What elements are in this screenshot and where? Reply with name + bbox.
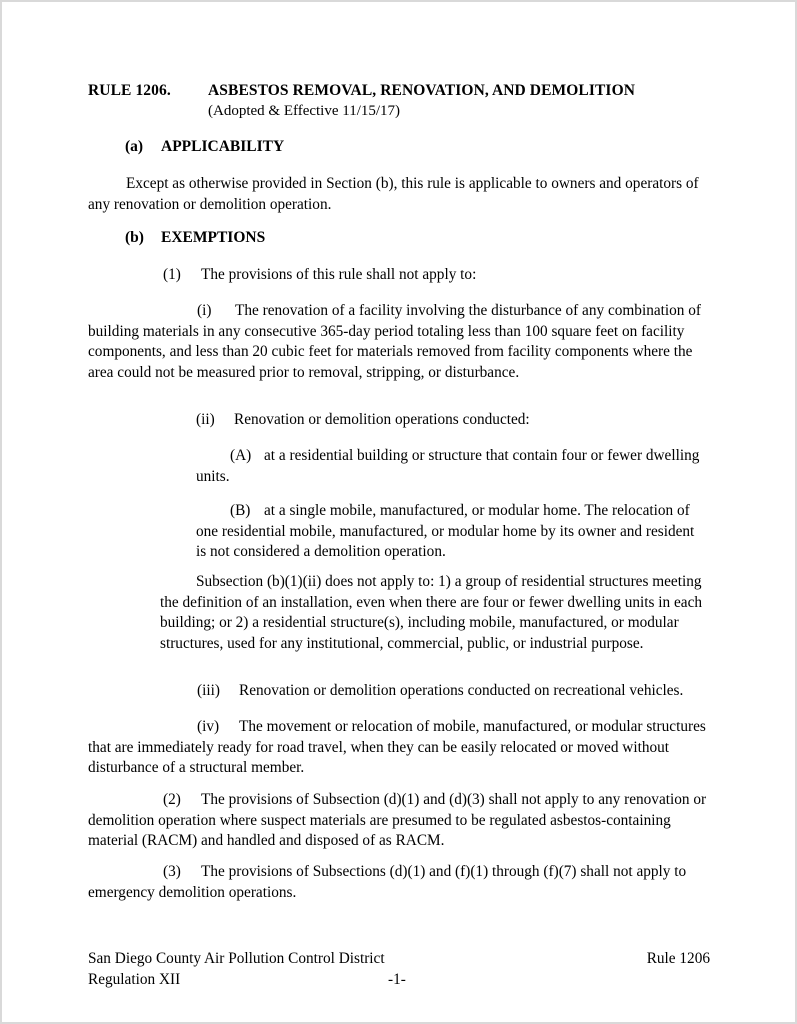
text-b2: The provisions of Subsection (d)(1) and (d)(3) shall not apply to any renovation or demolition operation where suspect materials are presumed to be regulated asbestos-containing material (RACM) and handled and disposed of as RACM. — [88, 791, 707, 850]
paragraph-b1iiA — [196, 446, 708, 487]
paragraph-b1i — [88, 301, 708, 383]
paragraph-b2 — [88, 790, 708, 852]
paragraph-b1 — [163, 265, 708, 286]
marker-b1: (1) — [163, 266, 181, 283]
footer-page-number: -1- — [388, 971, 406, 988]
text-b1iii: Renovation or demolition operations conducted on recreational vehicles. — [239, 682, 684, 699]
text-b1i: The renovation of a facility involving the disturbance of any combination of building materials in any consecutive 365-day period totaling less than 100 square feet on facility components, and less than 20 cubic feet for materials removed from facility components where the area could not be measured prior to removal, stripping, or disturbance. — [88, 302, 701, 381]
section-header-a — [125, 138, 284, 156]
text-b1: The provisions of this rule shall not apply to: — [201, 266, 477, 283]
document-title-block — [88, 82, 710, 120]
marker-b3: (3) — [163, 863, 181, 880]
text-b1iv: The movement or relocation of mobile, manufactured, or modular structures that are immediately ready for road travel, when they can be easily relocated or moved without disturbance of a structural member. — [88, 718, 706, 777]
text-b3: The provisions of Subsections (d)(1) and (f)(1) through (f)(7) shall not apply to emergency demolition operations. — [88, 863, 687, 901]
marker-b1ii: (ii) — [196, 411, 215, 428]
rule-number: RULE 1206. — [88, 82, 171, 99]
section-marker-a: (a) — [125, 138, 144, 155]
marker-b1iiA: (A) — [230, 447, 252, 464]
text-b1iiB: at a single mobile, manufactured, or modular home. The relocation of one residential mobile, manufactured, or modular home by its owner and resident is not considered a demolition operation. — [196, 502, 695, 561]
page-footer — [88, 948, 710, 990]
text-b1iiA: at a residential building or structure that contain four or fewer dwelling units. — [196, 447, 700, 485]
marker-b1iiB: (B) — [230, 502, 251, 519]
scan-edge-top — [0, 0, 797, 2]
paragraph-b1iv — [88, 717, 708, 779]
paragraph-b1iiB — [196, 501, 708, 563]
marker-b1i: (i) — [197, 302, 212, 319]
footer-row-bottom — [88, 969, 710, 990]
footer-rule-reference: Rule 1206 — [646, 950, 710, 967]
title-subtitle: (Adopted & Effective 11/15/17) — [208, 103, 401, 119]
title-row — [88, 82, 710, 100]
footer-row-top — [88, 948, 710, 969]
paragraph-applicability-body: Except as otherwise provided in Section (b), this rule is applicable to owners and operators of any renovation or demolition operation. — [88, 175, 699, 213]
paragraph-b1iii — [88, 681, 708, 702]
scan-edge-left — [0, 0, 2, 1024]
page-title: ASBESTOS REMOVAL, RENOVATION, AND DEMOLITION — [208, 82, 636, 99]
footer-agency-name: San Diego County Air Pollution Control District — [88, 950, 385, 967]
section-label-exemptions: EXEMPTIONS — [161, 229, 266, 246]
marker-b2: (2) — [163, 791, 181, 808]
marker-b1iv: (iv) — [197, 718, 220, 735]
section-label-applicability: APPLICABILITY — [161, 138, 285, 155]
paragraph-b1ii-note: Subsection (b)(1)(ii) does not apply to: 1) a group of residential structures meeting the definition of an installation, even when there are four or fewer dwelling units in each building; or 2) a residential structure(s), including mobile, manufactured, or modular structures, used for any institutional, commercial, public, or industrial purpose. — [160, 573, 703, 652]
text-b1ii: Renovation or demolition operations conducted: — [234, 411, 530, 428]
marker-b1iii: (iii) — [197, 682, 220, 699]
section-header-b — [125, 229, 265, 247]
section-marker-b: (b) — [125, 229, 144, 246]
footer-regulation: Regulation XII — [88, 971, 181, 988]
paragraph-b3 — [88, 862, 708, 903]
paragraph-b1ii — [196, 410, 708, 431]
